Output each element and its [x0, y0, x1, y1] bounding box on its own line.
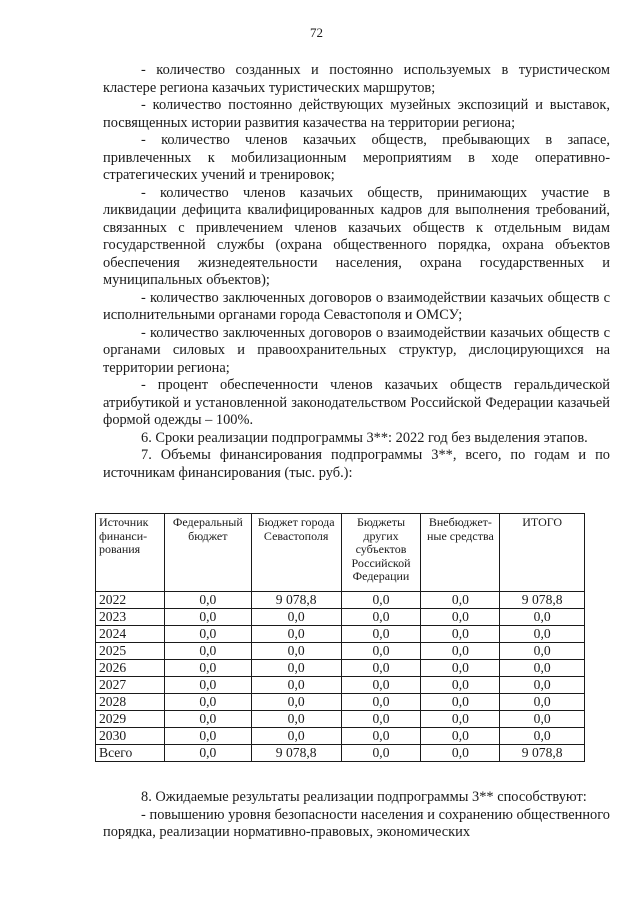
table-row: [96, 677, 585, 694]
value-cell: 0,0: [164, 677, 251, 694]
value-cell: 0,0: [164, 694, 251, 711]
table-row: [96, 728, 585, 745]
header-other-subjects: Бюджеты других субъектов Российской Федерации: [341, 514, 421, 592]
table-row: [96, 660, 585, 677]
year-cell: 2023: [96, 609, 165, 626]
table-row: [96, 694, 585, 711]
value-cell: 0,0: [341, 694, 421, 711]
value-cell: 0,0: [421, 626, 500, 643]
page-number: 72: [310, 25, 323, 40]
value-cell: 0,0: [421, 694, 500, 711]
value-cell: 0,0: [164, 728, 251, 745]
value-cell: 0,0: [251, 660, 341, 677]
value-cell: 0,0: [251, 711, 341, 728]
value-cell: 0,0: [500, 660, 585, 677]
paragraph-timeline: 6. Сроки реализации подпрограммы 3**: 2022 год без выделения этапов.: [141, 429, 588, 446]
value-cell: 9 078,8: [500, 745, 585, 762]
value-cell: 0,0: [341, 609, 421, 626]
value-cell: 0,0: [164, 592, 251, 609]
value-cell: 0,0: [500, 694, 585, 711]
value-cell: 0,0: [251, 728, 341, 745]
value-cell: 0,0: [251, 626, 341, 643]
header-source: Источник финанси-рования: [96, 514, 165, 592]
value-cell: 9 078,8: [251, 745, 341, 762]
value-cell: 0,0: [500, 626, 585, 643]
value-cell: 0,0: [421, 592, 500, 609]
paragraph-uniform-percent: - процент обеспеченности членов казачьих обществ геральдической атрибутикой и установленной законодательством Российской Федерации казачьей формой одежды – 100%.: [103, 377, 610, 428]
value-cell: 0,0: [251, 643, 341, 660]
value-cell: 0,0: [341, 711, 421, 728]
body-text: [103, 62, 610, 482]
paragraph-personnel-deficit: - количество членов казачьих обществ, принимающих участие в ликвидации дефицита квалифицированных кадров для выполнения требований, связанных с привлечением членов казачьих обществ к отдельным видам государственной службы (охрана общественного порядка, охрана объектов обеспечения жизнедеятельности населения, охрана государственных и муниципальных объектов);: [103, 184, 610, 288]
value-cell: 0,0: [421, 609, 500, 626]
year-cell: 2022: [96, 592, 165, 609]
value-cell: 0,0: [421, 643, 500, 660]
year-cell: 2027: [96, 677, 165, 694]
value-cell: 0,0: [500, 609, 585, 626]
value-cell: 0,0: [341, 728, 421, 745]
value-cell: 0,0: [421, 677, 500, 694]
paragraph-tourist-routes: - количество созданных и постоянно используемых в туристическом кластере региона казачьих туристических маршрутов;: [103, 62, 610, 96]
value-cell: 0,0: [341, 643, 421, 660]
value-cell: 0,0: [341, 626, 421, 643]
value-cell: 0,0: [500, 643, 585, 660]
value-cell: 0,0: [341, 592, 421, 609]
value-cell: 0,0: [421, 728, 500, 745]
value-cell: 0,0: [341, 660, 421, 677]
value-cell: 0,0: [251, 677, 341, 694]
value-cell: 0,0: [500, 728, 585, 745]
value-cell: 0,0: [164, 711, 251, 728]
table-row: [96, 592, 585, 609]
year-cell: 2029: [96, 711, 165, 728]
paragraph-reserve-members: - количество членов казачьих обществ, пребывающих в запасе, привлеченных к мобилизационным мероприятиям в ходе оперативно-стратегических учений и тренировок;: [103, 132, 610, 183]
table-row: [96, 643, 585, 660]
value-cell: 0,0: [164, 745, 251, 762]
value-cell: 0,0: [500, 711, 585, 728]
value-cell: 0,0: [164, 626, 251, 643]
value-cell: 0,0: [341, 677, 421, 694]
value-cell: 0,0: [421, 745, 500, 762]
total-label-cell: Всего: [96, 745, 165, 762]
table-row: [96, 626, 585, 643]
year-cell: 2025: [96, 643, 165, 660]
paragraph-financing-intro: 7. Объемы финансирования подпрограммы 3**, всего, по годам и по источникам финансирования (тыс. руб.):: [103, 447, 610, 481]
table-row: [96, 609, 585, 626]
value-cell: 0,0: [164, 643, 251, 660]
year-cell: 2024: [96, 626, 165, 643]
header-extrabudgetary: Внебюджет-ные средства: [421, 514, 500, 592]
paragraph-executive-agreements: - количество заключенных договоров о взаимодействии казачьих обществ с исполнительными органами города Севастополя и ОМСУ;: [103, 289, 610, 323]
value-cell: 0,0: [500, 677, 585, 694]
value-cell: 0,0: [421, 660, 500, 677]
header-sevastopol: Бюджет города Севастополя: [251, 514, 341, 592]
value-cell: 9 078,8: [500, 592, 585, 609]
value-cell: 0,0: [164, 609, 251, 626]
table-total-row: [96, 745, 585, 762]
paragraph-safety-improvement: - повышению уровня безопасности населения и сохранению общественного порядка, реализации нормативно-правовых, экономических: [103, 806, 610, 840]
paragraph-security-agreements: - количество заключенных договоров о взаимодействии казачьих обществ с органами силовых и правоохранительных структур, дислоцирующихся на территории региона;: [103, 324, 610, 376]
value-cell: 0,0: [421, 711, 500, 728]
year-cell: 2026: [96, 660, 165, 677]
table-header-row: [96, 514, 585, 592]
value-cell: 0,0: [164, 660, 251, 677]
header-total: ИТОГО: [500, 514, 585, 592]
year-cell: 2028: [96, 694, 165, 711]
value-cell: 0,0: [251, 609, 341, 626]
value-cell: 9 078,8: [251, 592, 341, 609]
value-cell: 0,0: [341, 745, 421, 762]
paragraph-expected-results: 8. Ожидаемые результаты реализации подпрограммы 3** способствуют:: [141, 789, 587, 805]
table-row: [96, 711, 585, 728]
financing-table: [95, 513, 585, 762]
paragraph-museum-expositions: - количество постоянно действующих музейных экспозиций и выставок, посвященных истории развития казачества на территории региона;: [103, 97, 610, 131]
year-cell: 2030: [96, 728, 165, 745]
value-cell: 0,0: [251, 694, 341, 711]
header-federal: Федеральный бюджет: [164, 514, 251, 592]
after-table-text: [103, 789, 610, 842]
